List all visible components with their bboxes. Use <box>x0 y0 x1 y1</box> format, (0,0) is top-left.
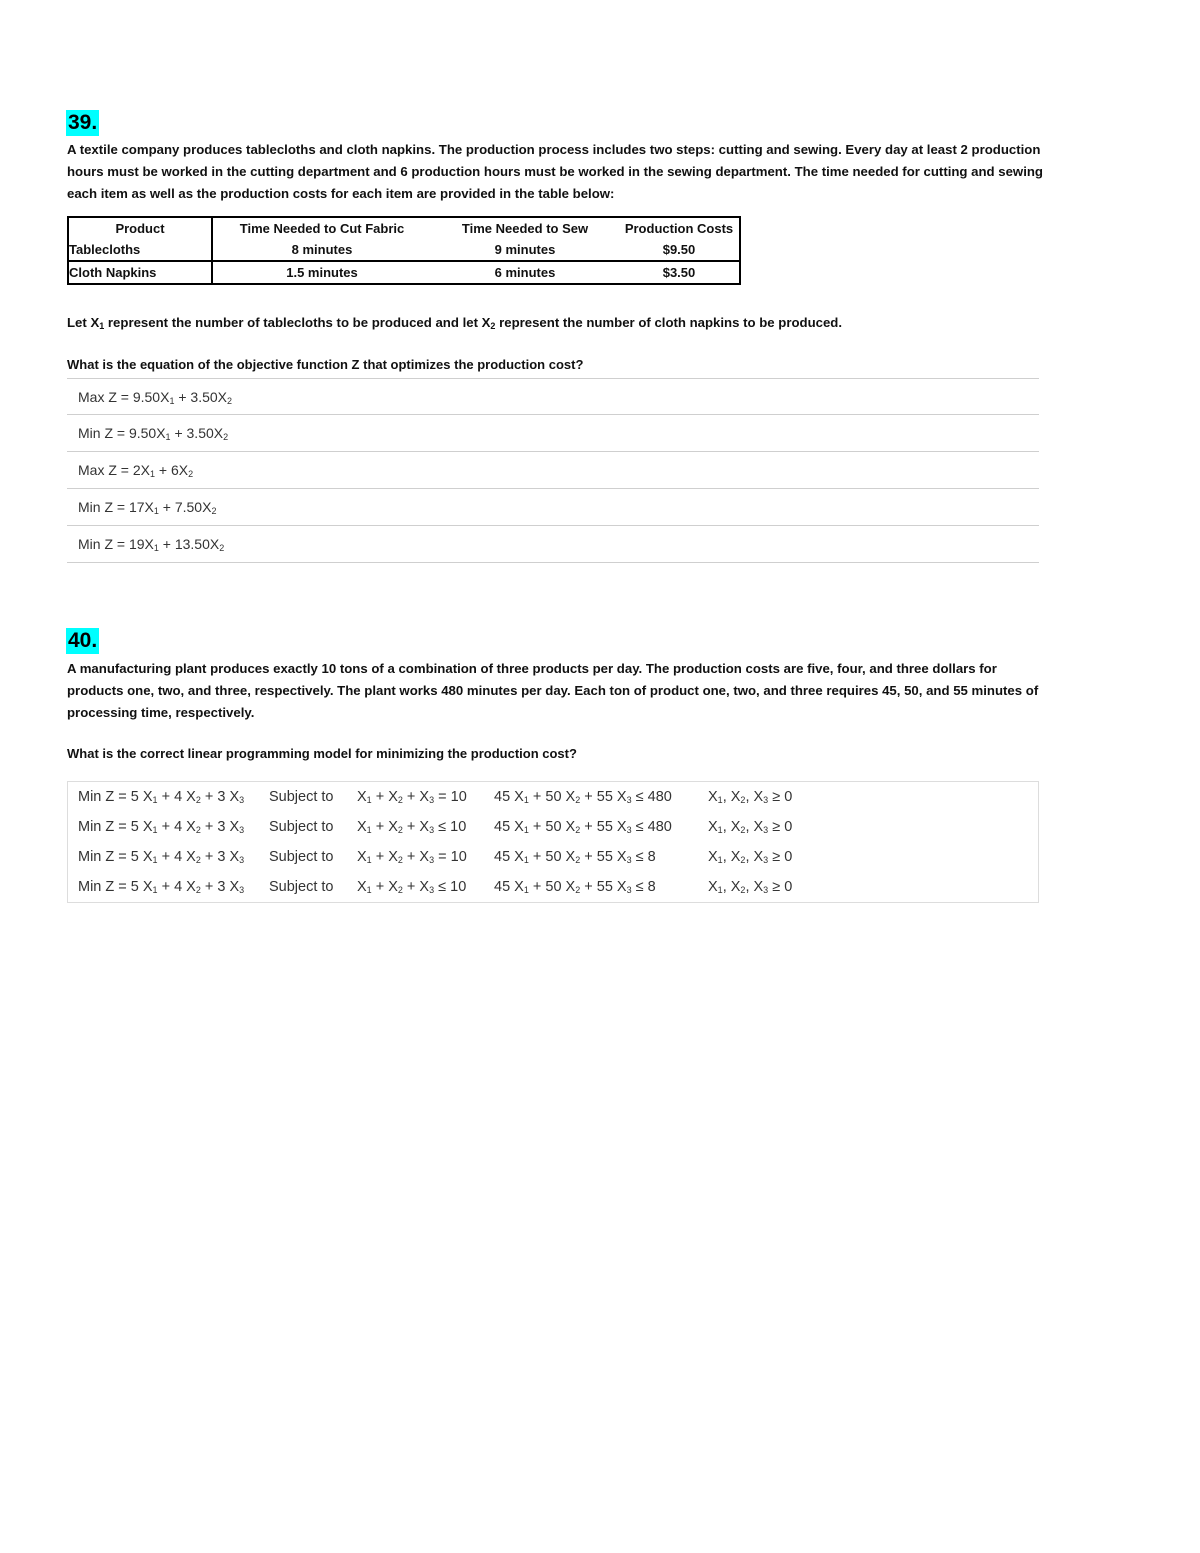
table-header: Production Costs <box>619 217 740 239</box>
subject-to-label: Subject to <box>269 819 334 835</box>
variable-definition: Let $X_1$ represent the number of tablecloths to be produced and let $X_2$ represent the number of cloth napkins to be produced. <box>67 315 843 331</box>
question-39-prompt: What is the equation of the objective function Z that optimizes the production cost? <box>67 357 584 372</box>
tonnage-constraint: $X_1 + X_2 + X_3 = 10$ <box>357 789 467 805</box>
time-constraint: 45 $X_1 + 50$ $X_2 + 55$ $X_3 \le 480$ <box>494 819 672 835</box>
time-constraint: 45 $X_1 + 50$ $X_2 + 55$ $X_3 \le 480$ <box>494 789 672 805</box>
question-40-prompt: What is the correct linear programming model for minimizing the production cost? <box>67 746 577 761</box>
time-constraint: 45 $X_1 + 50$ $X_2 + 55$ $X_3 \le 8$ <box>494 879 656 895</box>
time-constraint: 45 $X_1 + 50$ $X_2 + 55$ $X_3 \le 8$ <box>494 849 656 865</box>
answer-option[interactable] <box>68 872 1038 902</box>
answer-option[interactable]: Max $Z = 2X_1 + 6X_2$ <box>67 452 1039 489</box>
table-cell: Tablecloths <box>68 239 212 261</box>
table-header-row <box>68 217 740 239</box>
answer-option[interactable]: Min $Z = 17X_1 + 7.50X_2$ <box>67 489 1039 526</box>
objective-function: Min Z = 5 $X_1 + 4$ $X_2 + 3$ $X_3$ <box>78 819 245 835</box>
answer-option[interactable] <box>68 812 1038 842</box>
nonnegativity-constraint: $X_1$, $X_2$, $X_3 \ge 0$ <box>708 819 793 835</box>
production-table <box>67 216 741 285</box>
table-cell: $9.50 <box>619 239 740 261</box>
tonnage-constraint: $X_1 + X_2 + X_3 = 10$ <box>357 849 467 865</box>
question-39-options <box>67 378 1039 563</box>
answer-option[interactable]: Max $Z = 9.50X_1 + 3.50X_2$ <box>67 378 1039 415</box>
question-40-number: 40. <box>68 629 98 652</box>
nonnegativity-constraint: $X_1$, $X_2$, $X_3 \ge 0$ <box>708 879 793 895</box>
subject-to-label: Subject to <box>269 879 334 895</box>
objective-function: Min Z = 5 $X_1 + 4$ $X_2 + 3$ $X_3$ <box>78 879 245 895</box>
subject-to-label: Subject to <box>269 849 334 865</box>
table-row <box>68 239 740 261</box>
answer-option[interactable] <box>68 842 1038 872</box>
table-cell: 9 minutes <box>431 239 619 261</box>
table-cell: 8 minutes <box>212 239 431 261</box>
table-header: Time Needed to Sew <box>431 217 619 239</box>
tonnage-constraint: $X_1 + X_2 + X_3 \le 10$ <box>357 819 467 835</box>
subject-to-label: Subject to <box>269 789 334 805</box>
table-header: Product <box>68 217 212 239</box>
tonnage-constraint: $X_1 + X_2 + X_3 \le 10$ <box>357 879 467 895</box>
table-cell: $3.50 <box>619 261 740 284</box>
question-39-paragraph: A textile company produces tablecloths and cloth napkins. The production process includes two steps: cutting and sewing. Every day at least 2 production hours must be worked in the cutting department and 6 production hours must be worked in the sewing department. The time needed for cutting and sewing each item as well as the production costs for each item are provided in the table below: <box>67 142 1043 201</box>
question-40-paragraph: A manufacturing plant produces exactly 10 tons of a combination of three products per day. The production costs are five, four, and three dollars for products one, two, and three, respectively. The plant works 480 minutes per day. Each ton of product one, two, and three requires 45, 50, and 55 minutes of processing time, respectively. <box>67 661 1039 720</box>
answer-option[interactable]: Min $Z = 9.50X_1 + 3.50X_2$ <box>67 415 1039 452</box>
question-39-number: 39. <box>68 111 98 134</box>
answer-option[interactable] <box>68 782 1038 812</box>
table-header: Time Needed to Cut Fabric <box>212 217 431 239</box>
nonnegativity-constraint: $X_1$, $X_2$, $X_3 \ge 0$ <box>708 849 793 865</box>
question-40-options <box>67 781 1039 903</box>
answer-option[interactable]: Min $Z = 19X_1 + 13.50X_2$ <box>67 526 1039 563</box>
nonnegativity-constraint: $X_1$, $X_2$, $X_3 \ge 0$ <box>708 789 793 805</box>
objective-function: Min Z = 5 $X_1 + 4$ $X_2 + 3$ $X_3$ <box>78 849 245 865</box>
table-cell: 1.5 minutes <box>212 261 431 284</box>
table-row <box>68 261 740 284</box>
objective-function: Min Z = 5 $X_1 + 4$ $X_2 + 3$ $X_3$ <box>78 789 245 805</box>
table-cell: 6 minutes <box>431 261 619 284</box>
table-cell: Cloth Napkins <box>68 261 212 284</box>
